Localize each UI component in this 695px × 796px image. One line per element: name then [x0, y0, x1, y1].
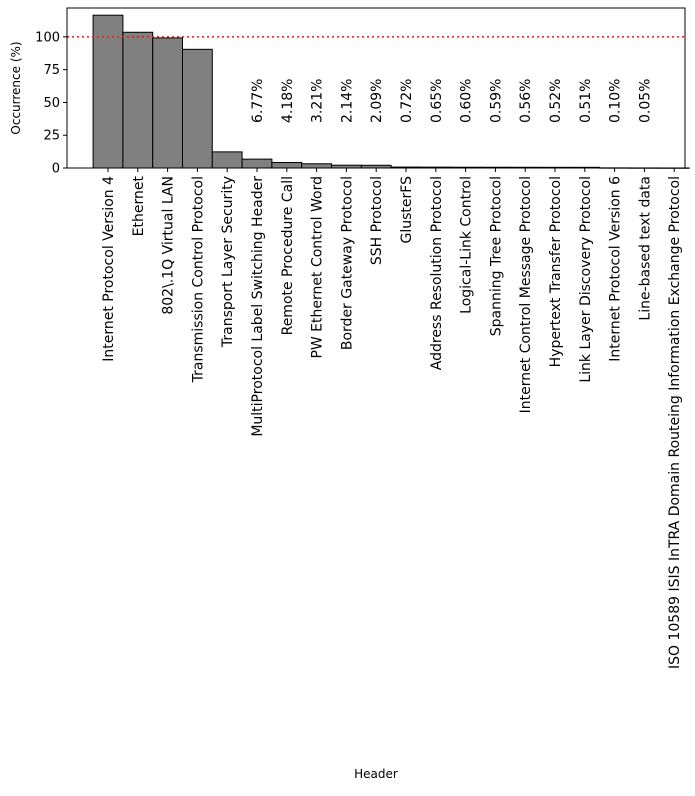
data-label: 0.60% [459, 79, 475, 123]
x-tick-label: Hypertext Transfer Protocol [548, 176, 564, 367]
x-tick-label: MultiProtocol Label Switching Header [250, 176, 266, 437]
y-tick-label: 0 [52, 162, 60, 177]
x-tick-label: Logical-Link Control [459, 176, 475, 314]
data-label: 0.65% [429, 79, 445, 123]
bar [212, 152, 242, 168]
x-tick-label: Spanning Tree Protocol [488, 176, 504, 336]
data-label: 0.51% [578, 79, 594, 123]
data-labels-layer [250, 79, 653, 123]
x-tick-label: Remote Procedure Call [280, 176, 296, 335]
bar [153, 38, 183, 168]
data-label: 3.21% [310, 79, 326, 123]
y-tick-label: 100 [35, 30, 60, 45]
data-label: 0.72% [399, 79, 415, 123]
x-tick-label: Transport Layer Security [220, 176, 236, 348]
x-tick-label: SSH Protocol [369, 176, 385, 265]
x-tick-label: 802\.1Q Virtual LAN [161, 176, 177, 315]
x-tick-label: Internet Control Message Protocol [518, 176, 534, 413]
y-tick-label: 75 [43, 63, 60, 78]
bar [302, 164, 332, 168]
data-label: 6.77% [250, 79, 266, 123]
bar [123, 32, 153, 168]
x-tick-label: Link Layer Discovery Protocol [578, 176, 594, 383]
y-tick-label: 25 [43, 129, 60, 144]
data-label: 0.10% [608, 79, 624, 123]
x-axis [101, 168, 683, 669]
data-label: 0.59% [488, 79, 504, 123]
x-tick-label: Line-based text data [637, 176, 653, 321]
data-label: 0.52% [548, 79, 564, 123]
data-label: 0.05% [637, 79, 653, 123]
y-tick-label: 50 [43, 96, 60, 111]
x-tick-label: Border Gateway Protocol [339, 176, 355, 350]
bar [272, 163, 302, 168]
x-tick-label: PW Ethernet Control Word [310, 176, 326, 359]
y-axis [35, 30, 67, 176]
x-tick-label: ISO 10589 ISIS InTRA Domain Routeing Information Exchange Protocol [667, 176, 683, 669]
y-axis-label: Occurrence (%) [9, 41, 23, 134]
bar [242, 159, 272, 168]
data-label: 4.18% [280, 79, 296, 123]
x-tick-label: Internet Protocol Version 6 [608, 176, 624, 362]
x-tick-label: Transmission Control Protocol [190, 176, 206, 383]
x-tick-label: Ethernet [131, 175, 147, 236]
data-label: 2.09% [369, 79, 385, 123]
data-label: 0.56% [518, 79, 534, 123]
bar [183, 49, 213, 168]
x-tick-label: Internet Protocol Version 4 [101, 176, 117, 362]
x-axis-label: Header [354, 767, 398, 781]
x-tick-label: GlusterFS [399, 176, 415, 244]
bar [93, 15, 123, 168]
bars-layer [93, 15, 689, 168]
x-tick-label: Address Resolution Protocol [429, 176, 445, 370]
data-label: 2.14% [339, 79, 355, 123]
